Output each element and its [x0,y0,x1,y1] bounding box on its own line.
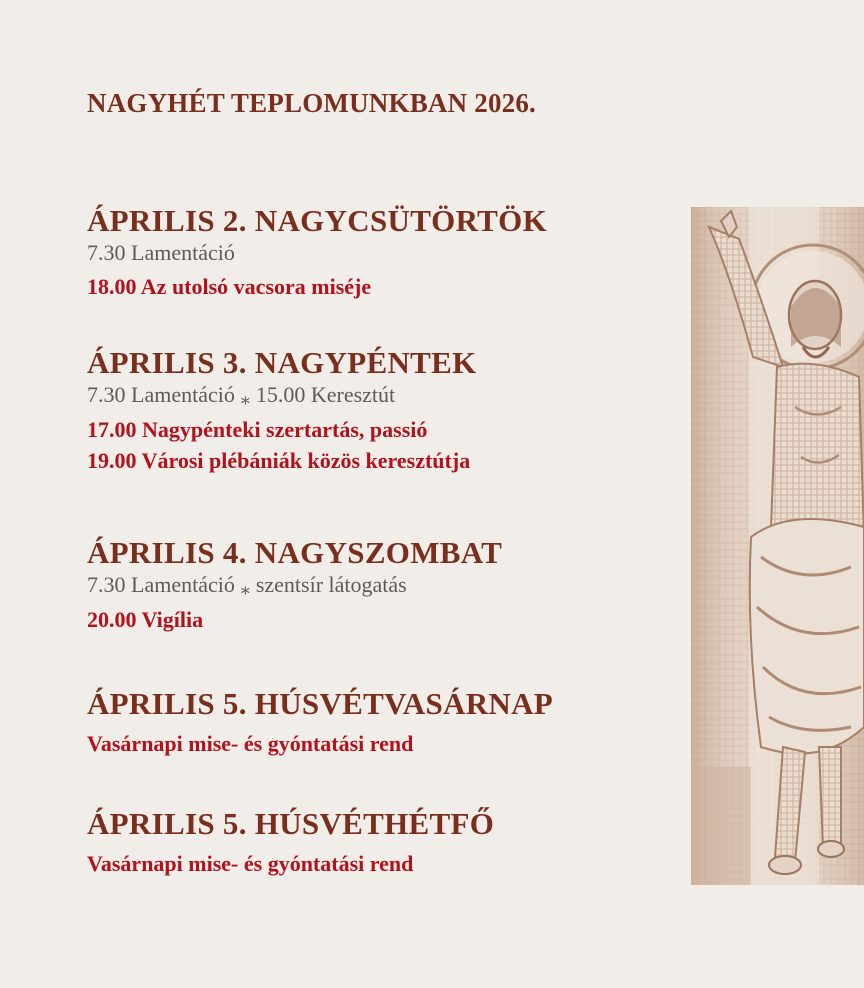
asterisk-separator-icon: ⁎ [240,388,250,408]
day-heading: ÁPRILIS 4. NAGYSZOMBAT [87,535,503,570]
day-block-friday [87,346,477,476]
event-line: Vasárnapi mise- és gyóntatási rend [87,731,414,756]
asterisk-separator-icon: ⁎ [240,578,250,598]
schedule-line [87,238,547,268]
day-heading: ÁPRILIS 2. NAGYCSÜTÖRTÖK [87,203,547,238]
day-block-easter-sunday [87,687,553,759]
schedule-line [87,570,502,601]
schedule-item: 15.00 Keresztút [255,382,396,407]
event-line: 18.00 Az utolsó vacsora miséje [87,274,372,299]
schedule-item: 7.30 Lamentáció [87,572,235,597]
schedule-item: 7.30 Lamentáció [87,240,235,265]
day-block-easter-monday [87,807,494,879]
event-line: 19.00 Városi plébániák közös keresztútja [87,448,471,473]
event-line: 20.00 Vigília [87,607,204,632]
schedule-item: szentsír látogatás [255,572,407,597]
page-title: NAGYHÉT TEPLOMUNKBAN 2026. [87,88,536,118]
day-block-thursday [87,204,547,302]
day-heading: ÁPRILIS 5. HÚSVÉTVASÁRNAP [87,686,553,721]
day-heading: ÁPRILIS 5. HÚSVÉTHÉTFŐ [87,806,495,841]
event-line: Vasárnapi mise- és gyóntatási rend [87,851,414,876]
mosaic-risen-christ-icon [691,207,864,885]
schedule-line [87,380,477,411]
day-block-saturday [87,536,502,635]
event-line: 17.00 Nagypénteki szertartás, passió [87,417,428,442]
schedule-item: 7.30 Lamentáció [87,382,235,407]
day-heading: ÁPRILIS 3. NAGYPÉNTEK [87,345,477,380]
